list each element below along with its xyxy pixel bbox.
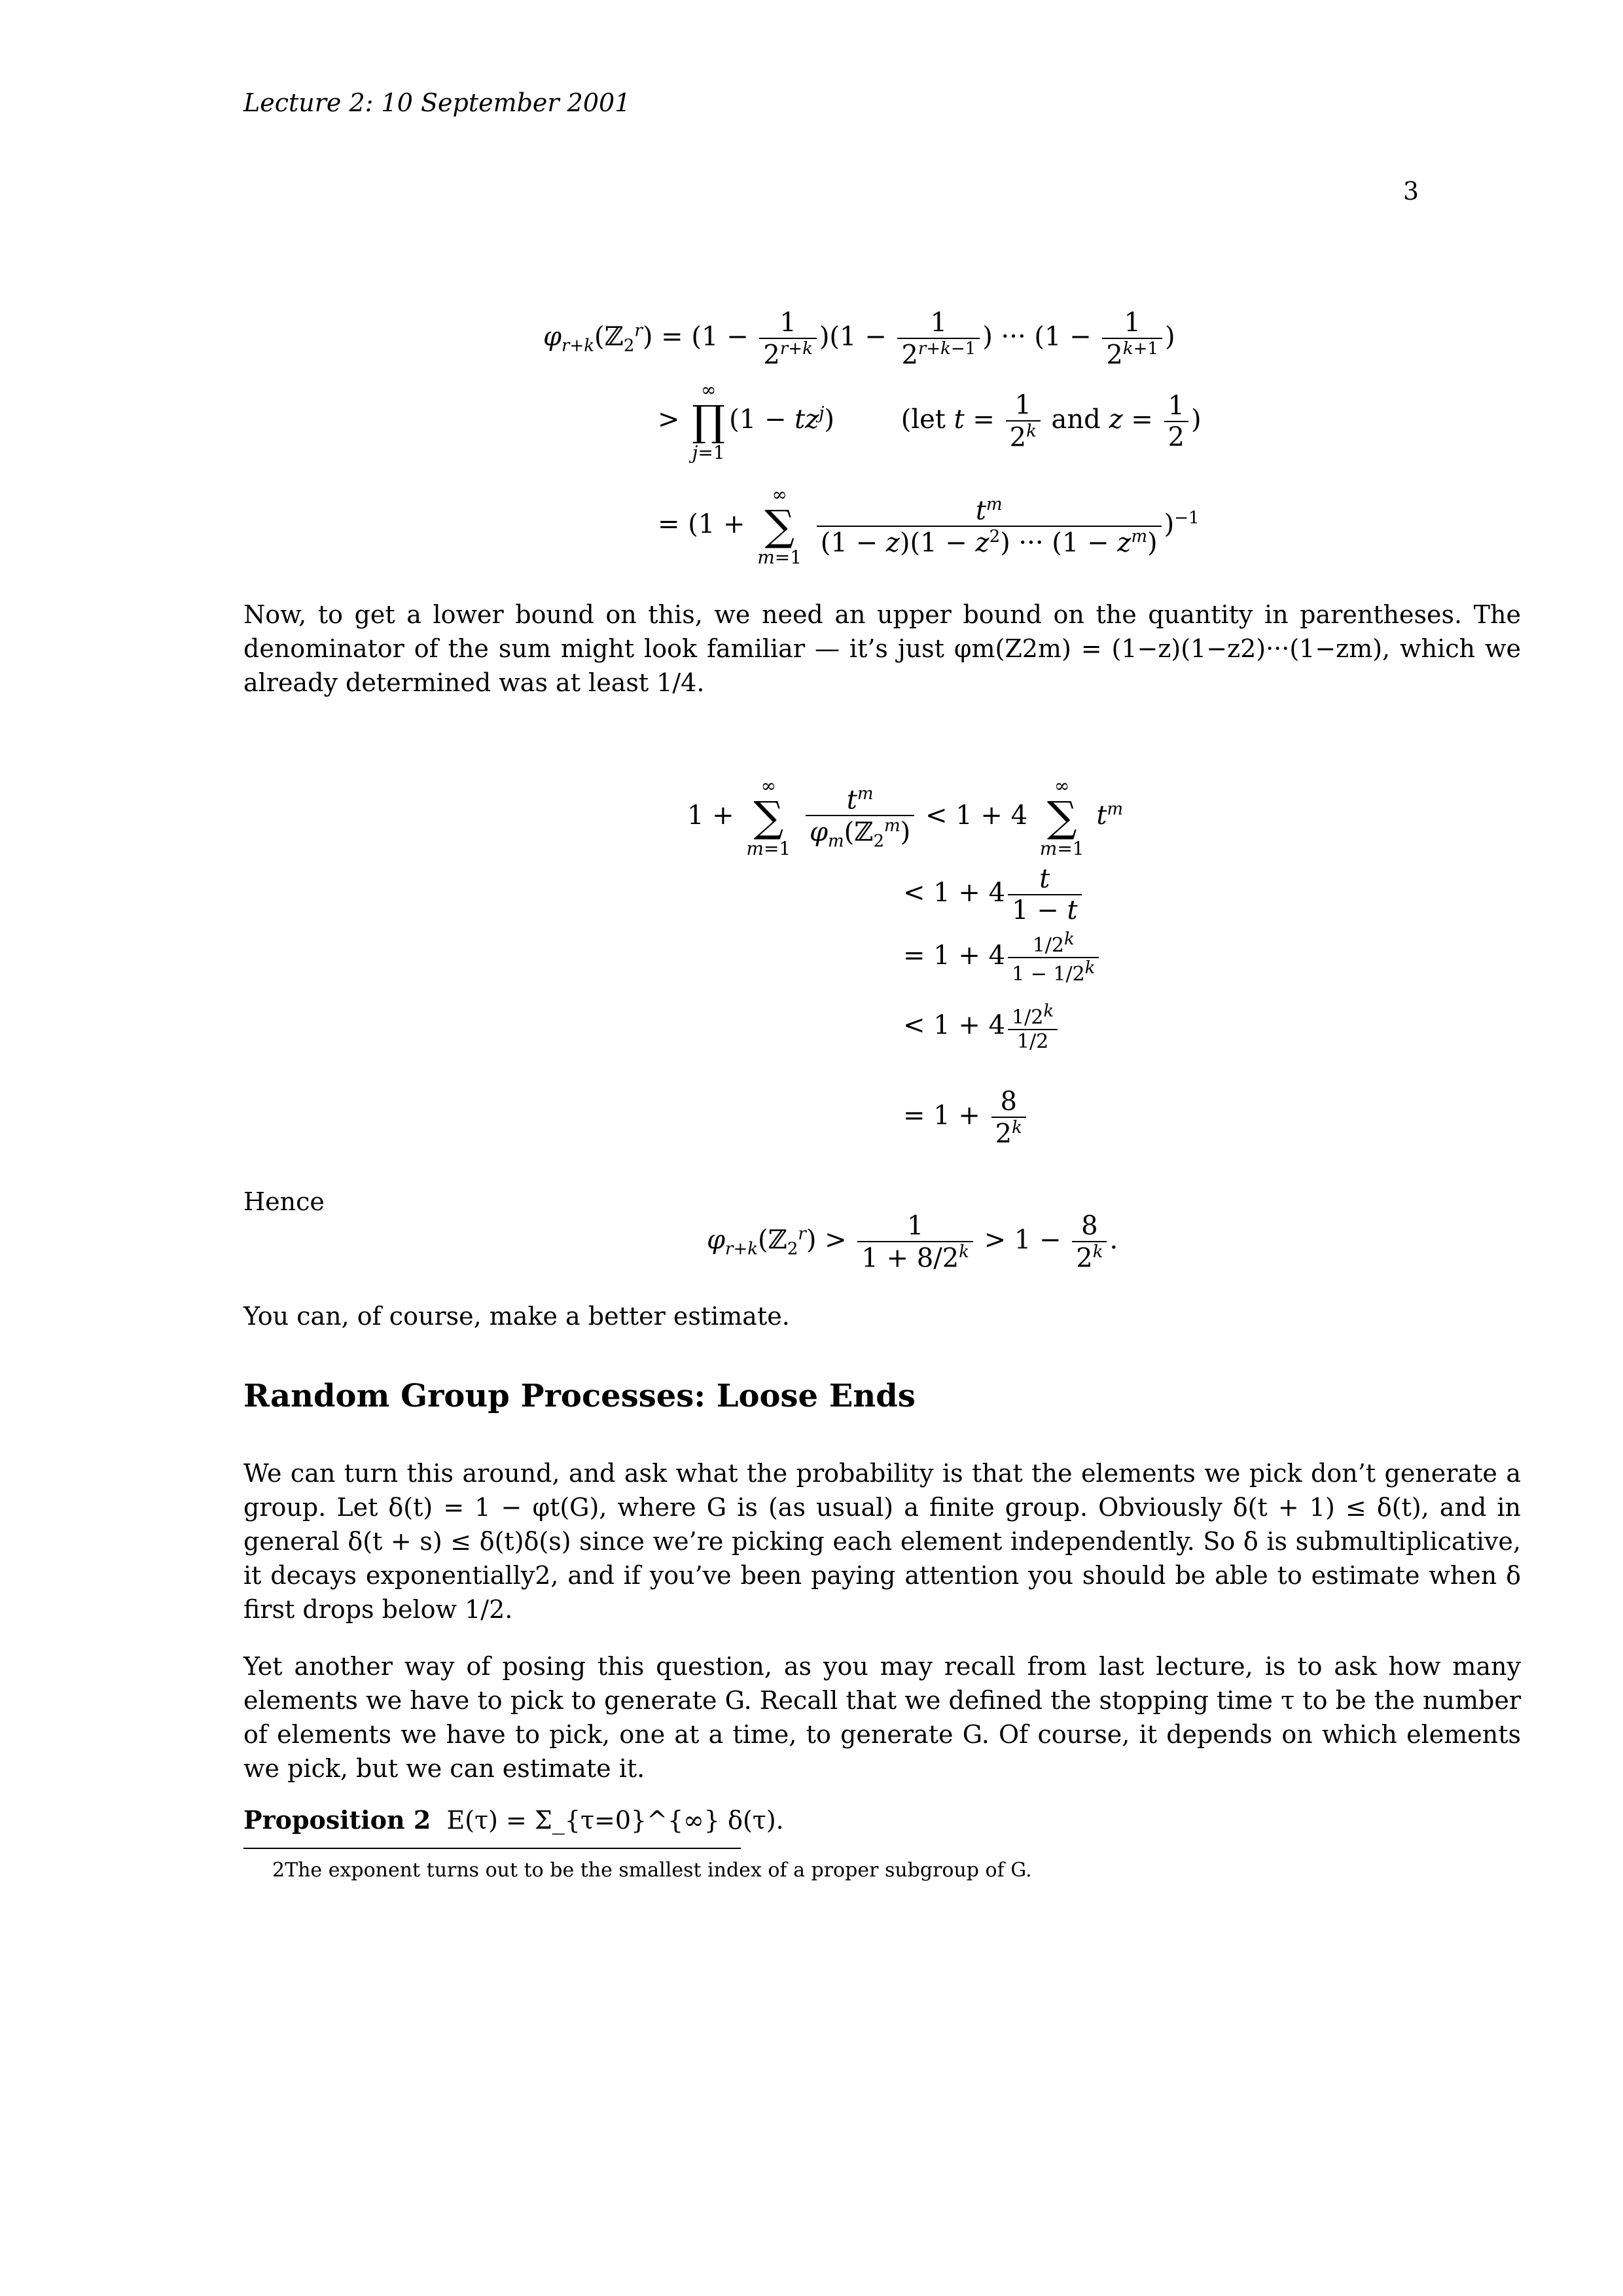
running-head — [243, 88, 1521, 206]
proposition-label: Proposition 2 — [243, 1805, 431, 1835]
paragraph-probability: We can turn this around, and ask what the probability is that the elements we pick don’t generate a group. Let δ(t) = 1 − φt(G), where G is (as usual) a finite group. Obviously δ(t + 1) ≤ δ(t), and in general δ(t + s) ≤ δ(t)δ(s) since we’re picking each element independently. So δ is submultiplicative, it decays exponentially2, and if you’ve been paying attention you should be able to estimate when δ first drops below 1/2. — [243, 1459, 1521, 1624]
proposition — [243, 1805, 784, 1835]
eq2-line3: = 1 + 4 $\frac{1/2^k}{1 - 1/2^k}$ — [903, 929, 1101, 986]
eq2-line2: < 1 + 4 $\frac{t}{1 - t}$ — [903, 864, 1084, 925]
eq2-line1: 1 + ∞ ∑ m=1 $\frac{t^m}{\varphi_m(ℤ_2^m)}$ < 1 + 4 ∞ ∑ m=1 $t^m$ — [687, 775, 1124, 859]
page-number: 3 — [1402, 177, 1419, 206]
eq2-line4: < 1 + 4 $\frac{1/2^k}{1/2}$ — [903, 1001, 1060, 1053]
running-title: Lecture 2: 10 September 2001 — [243, 88, 631, 117]
footnote-rule — [243, 1848, 741, 1849]
footnote: 2The exponent turns out to be the smallest index of a proper subgroup of G. — [272, 1859, 1032, 1882]
eq1-line1: $\varphi_{r+k}(ℤ_2^r) = (1$ − $\frac{1}{2^{r+k}}$ )(1 − $\frac{1}{2^{r+k-1}}$ ) ··· (1 − $\frac{1}{2^{k+1}}$ ) — [543, 308, 1175, 370]
paragraph-lower-bound: Now, to get a lower bound on this, we need an upper bound on the quantity in parentheses. The denominator of the sum might look familiar — it’s just φm(Z2m) = (1−z)(1−z2)···(1−zm), which we already determined was at least 1/4. — [243, 600, 1521, 697]
paragraph-better-estimate: You can, of course, make a better estimate. — [243, 1302, 790, 1331]
equation-3: $\varphi_{r+k}(ℤ_2^r)$ > $\frac{1}{1 + 8/2^k}$ > 1 − $\frac{8}{2^k}$ . — [707, 1211, 1118, 1274]
proposition-statement: E(τ) = Σ_{τ=0}^{∞} δ(τ). — [446, 1806, 784, 1835]
eq1-line2: > ∞ ∏ j=1 $(1 - tz^j)$ (let t = $\frac{1}{2^k}$ and z = $\frac{1}{2}$ ) — [658, 379, 1202, 463]
eq2-line5: = 1 + $\frac{8}{2^k}$ — [903, 1086, 1029, 1149]
eq1-line3: = (1 + ∞ ∑ m=1 $\frac{t^m}{(1 - z)(1 - z^2) \cdot\cdot\cdot (1 - z^m)}$ )$^{-1}$ — [658, 484, 1200, 568]
hence-label: Hence — [243, 1187, 325, 1216]
section-heading: Random Group Processes: Loose Ends — [243, 1378, 916, 1414]
paragraph-stopping-time: Yet another way of posing this question, as you may recall from last lecture, is to ask how many elements we have to pick to generate G. Recall that we defined the stopping time τ to be the number of elements we have to pick, one at a time, to generate G. Of course, it depends on which elements we pick, but we can estimate it. — [243, 1652, 1521, 1783]
